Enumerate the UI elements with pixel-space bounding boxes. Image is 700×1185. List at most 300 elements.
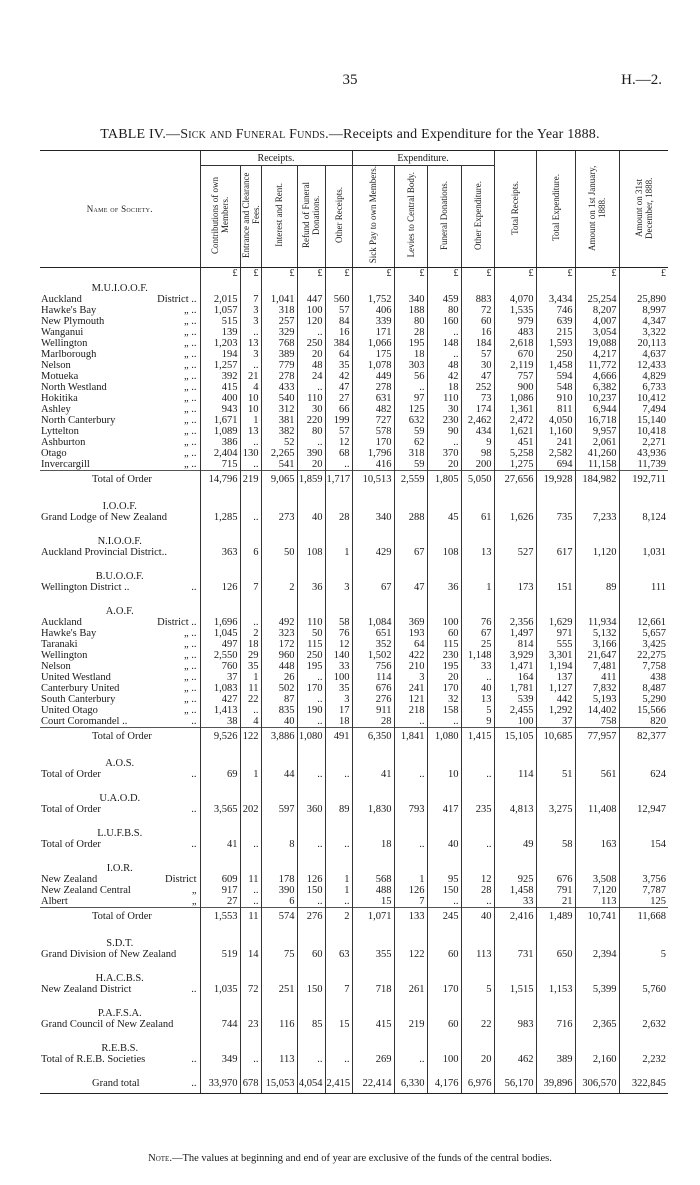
table-row [40,716,668,728]
value-cell: 5,290 [619,694,668,705]
value-cell: 9,065 [261,471,297,489]
value-cell: 6,382 [575,382,619,393]
value-cell: 555 [536,639,575,650]
value-cell: 137 [536,672,575,683]
section-heading-row [40,754,668,769]
col-header-amount-jan: Amount on 1st January, 1888. [575,151,619,268]
unit-cell: £ [536,268,575,280]
value-cell: 1,057 [200,305,240,316]
value-cell: 718 [352,984,394,995]
value-cell: 1,621 [494,426,536,437]
spacer-cell [352,497,394,512]
table-row [40,512,668,523]
spacer-cell [200,960,240,969]
district-marker: „ .. [183,672,197,683]
spacer-row [40,1065,668,1074]
spacer-cell [240,602,261,617]
value-cell: .. [325,459,352,471]
section-heading: R.E.B.S. [101,1043,139,1054]
spacer-cell [352,532,394,547]
value-cell: 68 [325,448,352,459]
spacer-cell [619,789,668,804]
spacer-row [40,593,668,602]
value-cell: .. [240,512,261,523]
value-cell: 194 [200,349,240,360]
value-cell: 392 [200,371,240,382]
spacer-cell [297,488,325,497]
value-cell: 126 [394,885,427,896]
unit-cell: £ [297,268,325,280]
spacer-cell [494,1030,536,1039]
spacer-cell [394,602,427,617]
spacer-cell [494,1065,536,1074]
spacer-cell [536,780,575,789]
value-cell: 170 [427,683,461,694]
value-cell: 20 [297,459,325,471]
row-label [40,437,200,448]
society-name: Motueka [41,371,79,382]
value-cell: 910 [536,393,575,404]
value-cell: 415 [200,382,240,393]
value-cell: 95 [427,874,461,885]
spacer-cell [240,1039,261,1054]
value-cell: 6,944 [575,404,619,415]
value-cell: 1,752 [352,294,394,305]
value-cell: 322,845 [619,1074,668,1094]
spacer-cell [427,850,461,859]
value-cell: .. [394,716,427,728]
spacer-cell [619,934,668,949]
value-cell: 3,886 [261,728,297,746]
value-cell: 6,733 [619,382,668,393]
spacer-cell [575,815,619,824]
value-cell: .. [325,896,352,908]
table-row [40,672,668,683]
value-cell: 60 [297,949,325,960]
value-cell: 18 [427,382,461,393]
value-cell: .. [394,839,427,850]
spacer-row [40,815,668,824]
value-cell: 3,054 [575,327,619,338]
footnote [0,1153,700,1164]
spacer-cell [297,1004,325,1019]
value-cell: 48 [427,360,461,371]
value-cell: 40 [261,716,297,728]
value-cell: 64 [325,349,352,360]
spacer-cell [325,960,352,969]
section-heading-row [40,789,668,804]
value-cell: 2,550 [200,650,240,661]
value-cell: 10,513 [352,471,394,489]
row-label [40,382,200,393]
value-cell: 2,271 [619,437,668,448]
value-cell: 3,322 [619,327,668,338]
spacer-cell [494,567,536,582]
value-cell: 617 [536,547,575,558]
value-cell: 261 [394,984,427,995]
row-label [40,617,200,628]
society-name: Grand total [92,1078,140,1089]
spacer-cell [394,745,427,754]
value-cell: 539 [494,694,536,705]
spacer-cell [297,789,325,804]
district-marker: „ .. [183,705,197,716]
value-cell: 18 [352,839,394,850]
table-row [40,628,668,639]
table-row [40,650,668,661]
value-cell: 33 [461,661,494,672]
spacer-cell [325,523,352,532]
value-cell: 369 [394,617,427,628]
spacer-cell [575,1030,619,1039]
spacer-cell [536,995,575,1004]
value-cell: 1,078 [352,360,394,371]
section-heading-row [40,969,668,984]
value-cell: 1 [394,874,427,885]
society-name: Hokitika [41,393,78,404]
spacer-cell [394,1039,427,1054]
spacer-cell [536,789,575,804]
value-cell: 716 [536,1019,575,1030]
value-cell: 491 [325,728,352,746]
spacer-cell [536,969,575,984]
spacer-cell [240,593,261,602]
society-name: New Zealand Central [41,885,131,896]
spacer-cell [200,969,240,984]
spacer-cell [200,488,240,497]
section-heading-row [40,602,668,617]
value-cell: 548 [536,382,575,393]
spacer-cell [494,925,536,934]
spacer-cell [352,488,394,497]
society-name: Lyttelton [41,426,79,437]
spacer-cell [352,602,394,617]
value-cell: 5 [619,949,668,960]
spacer-cell [297,780,325,789]
society-name: South Canterbury [41,694,116,705]
society-name: Total of R.E.B. Societies [41,1054,146,1065]
value-cell: 7,120 [575,885,619,896]
spacer-cell [536,925,575,934]
spacer-cell [261,279,297,294]
spacer-cell [461,1039,494,1054]
spacer-cell [352,745,394,754]
value-cell: 4,347 [619,316,668,327]
receipts-group-header: Receipts. [200,151,352,166]
row-label [40,338,200,349]
spacer-cell [575,567,619,582]
value-cell: 6 [240,547,261,558]
spacer-cell [394,925,427,934]
spacer-cell [536,523,575,532]
value-cell: 4 [240,716,261,728]
spacer-cell [240,995,261,1004]
spacer-cell [619,780,668,789]
value-cell: 22 [461,1019,494,1030]
value-cell: 115 [297,639,325,650]
value-cell: 19,088 [575,338,619,349]
value-cell: 250 [297,338,325,349]
spacer-cell [461,279,494,294]
value-cell: 639 [536,316,575,327]
unit-cell: £ [427,268,461,280]
value-cell: 7 [394,896,427,908]
district-marker: „ [191,885,197,896]
value-cell: 122 [394,949,427,960]
society-name: Total of Order [92,911,152,922]
spacer-cell [536,850,575,859]
society-name: New Zealand [41,874,98,885]
value-cell: 36 [297,582,325,593]
value-cell: 116 [261,1019,297,1030]
expenditure-group-header: Expenditure. [352,151,494,166]
spacer-cell [297,1030,325,1039]
value-cell: 35 [240,661,261,672]
table-row [40,705,668,716]
spacer-cell [297,850,325,859]
spacer-cell [536,488,575,497]
spacer-cell [575,558,619,567]
value-cell: 1,859 [297,471,325,489]
table-row [40,426,668,437]
value-cell: 382 [261,426,297,437]
value-cell: 11,772 [575,360,619,371]
value-cell: 288 [394,512,427,523]
value-cell: 1,153 [536,984,575,995]
spacer-cell [297,497,325,512]
value-cell: 459 [427,294,461,305]
section-heading: I.O.R. [106,863,133,874]
spacer-cell [40,488,200,497]
table-row [40,448,668,459]
spacer-cell [461,558,494,567]
section-heading-row [40,497,668,512]
value-cell: 150 [297,984,325,995]
value-cell: .. [297,437,325,448]
value-cell: 16 [325,327,352,338]
spacer-cell [461,754,494,769]
value-cell: 744 [200,1019,240,1030]
spacer-cell [536,1004,575,1019]
spacer-cell [240,558,261,567]
table-row [40,885,668,896]
value-cell: 230 [427,650,461,661]
value-cell: 434 [461,426,494,437]
value-cell: 67 [461,628,494,639]
value-cell: 340 [394,294,427,305]
value-cell: 22 [240,694,261,705]
value-cell: 835 [261,705,297,716]
table-body [40,268,668,1094]
spacer-cell [325,754,352,769]
table-container [40,150,668,1094]
spacer-cell [200,497,240,512]
value-cell: 10,412 [619,393,668,404]
spacer-cell [536,558,575,567]
value-cell: 235 [461,804,494,815]
spacer-cell [200,745,240,754]
spacer-cell [575,745,619,754]
value-cell: 2,265 [261,448,297,459]
note-label: Note [148,1153,170,1164]
spacer-cell [394,1065,427,1074]
spacer-cell [536,1030,575,1039]
spacer-cell [325,602,352,617]
value-cell: 10,741 [575,908,619,926]
spacer-cell [427,824,461,839]
value-cell: 16 [461,327,494,338]
spacer-cell [619,523,668,532]
spacer-cell [575,523,619,532]
spacer-cell [325,1030,352,1039]
value-cell: 694 [536,459,575,471]
value-cell: 15 [325,1019,352,1030]
value-cell: 126 [200,582,240,593]
spacer-cell [261,925,297,934]
value-cell: 427 [200,694,240,705]
table-row [40,360,668,371]
value-cell: 61 [461,512,494,523]
district-marker: „ .. [183,404,197,415]
spacer-row [40,488,668,497]
spacer-cell [461,1004,494,1019]
value-cell: 1,781 [494,683,536,694]
value-cell: 20 [297,349,325,360]
spacer-cell [619,488,668,497]
value-cell: 174 [461,404,494,415]
unit-cell: £ [325,268,352,280]
value-cell: 1,415 [461,728,494,746]
value-cell: 1 [240,672,261,683]
spacer-cell [536,745,575,754]
value-cell: 4,813 [494,804,536,815]
spacer-cell [427,497,461,512]
value-cell: 5,193 [575,694,619,705]
section-heading: S.D.T. [106,938,134,949]
spacer-row [40,523,668,532]
society-name: Auckland Provincial District.. [41,547,167,558]
value-cell: 943 [200,404,240,415]
spacer-cell [536,593,575,602]
section-heading-row [40,1004,668,1019]
value-cell: 63 [325,949,352,960]
value-cell: 184,982 [575,471,619,489]
spacer-cell [394,279,427,294]
value-cell: 1,080 [297,728,325,746]
spacer-cell [427,859,461,874]
value-cell: 3 [240,349,261,360]
spacer-cell [536,824,575,839]
value-cell: 1,553 [200,908,240,926]
value-cell: 16,718 [575,415,619,426]
value-cell: 126 [297,874,325,885]
value-cell: 1 [325,885,352,896]
value-cell: 28 [461,885,494,896]
spacer-cell [461,850,494,859]
value-cell: 917 [200,885,240,896]
value-cell: 12,947 [619,804,668,815]
value-cell: .. [394,382,427,393]
spacer-cell [200,995,240,1004]
value-cell: 195 [297,661,325,672]
value-cell: 140 [325,650,352,661]
col-header-total-receipts: Total Receipts. [494,151,536,268]
spacer-cell [325,567,352,582]
value-cell: 650 [536,949,575,960]
value-cell: 3,434 [536,294,575,305]
value-cell: 15,053 [261,1074,297,1094]
value-cell: 757 [494,371,536,382]
row-label [40,415,200,426]
value-cell: 121 [394,694,427,705]
value-cell: 1 [325,874,352,885]
value-cell: 768 [261,338,297,349]
value-cell: 746 [536,305,575,316]
value-cell: 731 [494,949,536,960]
value-cell: 150 [297,885,325,896]
spacer-cell [575,859,619,874]
value-cell: 164 [494,672,536,683]
spacer-cell [325,815,352,824]
spacer-cell [536,497,575,512]
society-name: Taranaki [41,639,78,650]
value-cell: 760 [200,661,240,672]
value-cell: 114 [494,769,536,780]
value-cell: 2,415 [325,1074,352,1094]
value-cell: 27 [200,896,240,908]
value-cell: 47 [394,582,427,593]
district-marker: „ [191,896,197,907]
spacer-cell [240,780,261,789]
spacer-cell [261,1065,297,1074]
value-cell: 1,458 [536,360,575,371]
row-label [40,547,200,558]
society-name: Total of Order [92,474,152,485]
table-row [40,437,668,448]
society-name: Ashley [41,404,71,415]
society-name: Wanganui [41,327,84,338]
value-cell: 3,166 [575,639,619,650]
spacer-cell [352,558,394,567]
society-name: Total of Order [41,804,101,815]
section-heading-row [40,824,668,839]
spacer-cell [394,567,427,582]
value-cell: 911 [352,705,394,716]
spacer-cell [619,815,668,824]
value-cell: 252 [461,382,494,393]
value-cell: .. [240,705,261,716]
value-cell: .. [394,1054,427,1065]
spacer-cell [352,1030,394,1039]
value-cell: 416 [352,459,394,471]
value-cell: 609 [200,874,240,885]
value-cell: 241 [536,437,575,448]
spacer-cell [352,1039,394,1054]
value-cell: 900 [494,382,536,393]
value-cell: .. [297,694,325,705]
spacer-cell [494,969,536,984]
spacer-cell [352,969,394,984]
value-cell: 20 [461,1054,494,1065]
value-cell: 1,497 [494,628,536,639]
value-cell: 3 [394,672,427,683]
value-cell: 170 [297,683,325,694]
value-cell: 241 [394,683,427,694]
spacer-row [40,850,668,859]
value-cell: 482 [352,404,394,415]
spacer-cell [427,1004,461,1019]
spacer-cell [297,523,325,532]
